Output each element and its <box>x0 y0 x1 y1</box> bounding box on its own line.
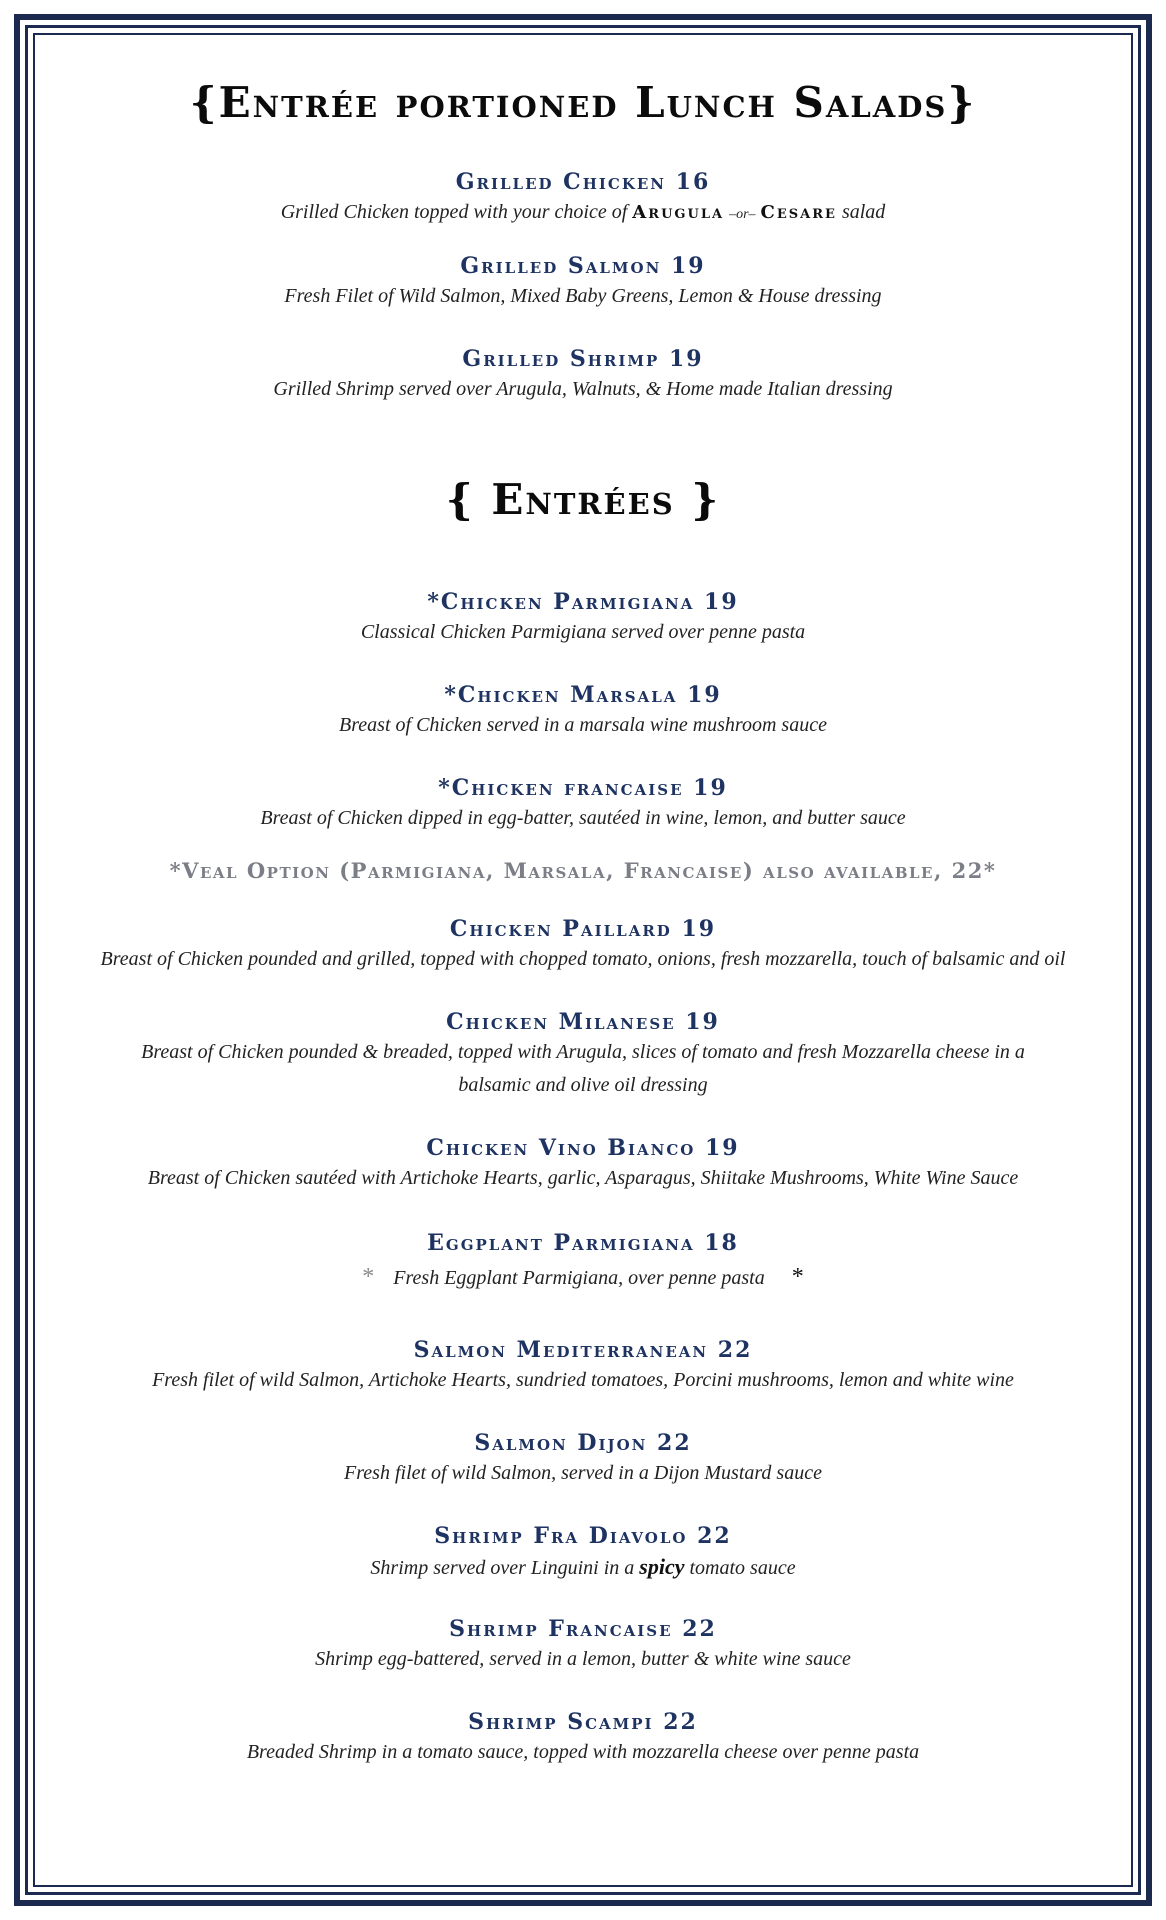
menu-item <box>44 1336 1122 1397</box>
menu-item <box>44 345 1122 406</box>
item-name: Shrimp Scampi 22 <box>468 1709 698 1735</box>
item-name: Grilled Chicken 16 <box>455 169 711 195</box>
entrees-section-title: { Entrées } <box>445 475 721 524</box>
menu-item <box>44 915 1122 976</box>
item-name: *Chicken Marsala 19 <box>444 682 722 708</box>
item-description: Grilled Shrimp served over Arugula, Walnuts, & Home made Italian dressing <box>273 378 893 400</box>
menu-item <box>44 1708 1122 1769</box>
item-description: Fresh Filet of Wild Salmon, Mixed Baby Greens, Lemon & House dressing <box>284 285 882 307</box>
description-text: tomato sauce <box>689 1557 796 1579</box>
item-name: Salmon Dijon 22 <box>474 1430 692 1456</box>
item-description: Breast of Chicken pounded & breaded, topped with Arugula, slices of tomato and fresh Mozzarella cheese in a balsamic and olive oil dressing <box>141 1041 1025 1096</box>
item-name: Eggplant Parmigiana 18 <box>427 1230 739 1256</box>
item-name: Salmon Mediterranean 22 <box>413 1337 753 1363</box>
item-name: *Chicken francaise 19 <box>438 775 728 801</box>
item-description: Breaded Shrimp in a tomato sauce, topped with mozzarella cheese over penne pasta <box>246 1741 920 1763</box>
menu-item <box>44 168 1122 231</box>
menu-item <box>44 588 1122 649</box>
spicy-emphasis: spicy <box>639 1554 685 1579</box>
item-name: Shrimp Francaise 22 <box>449 1616 717 1642</box>
item-description <box>50 1261 1116 1295</box>
item-description <box>50 1550 1116 1585</box>
item-name: *Chicken Parmigiana 19 <box>427 589 739 615</box>
item-name: Chicken Paillard 19 <box>449 916 717 942</box>
menu-item <box>44 1229 1122 1295</box>
or-separator: –or– <box>729 207 756 222</box>
description-text: Grilled Chicken topped with your choice of <box>280 201 628 223</box>
menu-item <box>44 1134 1122 1195</box>
salad-option-arugula: Arugula <box>632 202 725 223</box>
salad-option-cesare: Cesare <box>760 202 837 223</box>
menu-item <box>44 774 1122 835</box>
asterisk-left: * <box>362 1264 375 1290</box>
item-description: Fresh filet of wild Salmon, Artichoke Hearts, sundried tomatoes, Porcini mushrooms, lemon and white wine <box>152 1369 1014 1391</box>
item-description: Breast of Chicken dipped in egg-batter, sautéed in wine, lemon, and butter sauce <box>260 807 906 829</box>
asterisk-right: * <box>791 1264 804 1290</box>
item-name: Grilled Shrimp 19 <box>462 346 704 372</box>
item-description: Shrimp egg-battered, served in a lemon, butter & white wine sauce <box>315 1648 851 1670</box>
menu-page <box>44 0 1122 1920</box>
item-name: Grilled Salmon 19 <box>460 253 706 279</box>
item-name: Chicken Vino Bianco 19 <box>426 1135 740 1161</box>
menu-item <box>44 681 1122 742</box>
menu-item <box>44 1429 1122 1490</box>
item-description: Breast of Chicken sautéed with Artichoke Hearts, garlic, Asparagus, Shiitake Mushrooms, White Wine Sauce <box>147 1167 1019 1189</box>
menu-item <box>44 1615 1122 1676</box>
salads-section-title: {Entrée portioned Lunch Salads} <box>189 78 977 127</box>
item-name: Shrimp Fra Diavolo 22 <box>434 1523 732 1549</box>
description-text: Fresh Eggplant Parmigiana, over penne pasta <box>393 1267 765 1289</box>
menu-item <box>44 252 1122 313</box>
description-text: Shrimp served over Linguini in a <box>370 1557 635 1579</box>
item-description: Fresh filet of wild Salmon, served in a Dijon Mustard sauce <box>344 1462 822 1484</box>
item-description: Classical Chicken Parmigiana served over penne pasta <box>360 621 806 643</box>
item-description <box>50 196 1116 231</box>
veal-option-note: *Veal Option (Parmigiana, Marsala, Francaise) also available, 22* <box>169 858 997 883</box>
menu-item <box>44 1522 1122 1585</box>
item-description: Breast of Chicken pounded and grilled, topped with chopped tomato, onions, fresh mozzarella, touch of balsamic and oil <box>100 948 1066 970</box>
item-name: Chicken Milanese 19 <box>446 1009 720 1035</box>
item-description: Breast of Chicken served in a marsala wine mushroom sauce <box>339 714 827 736</box>
description-text: salad <box>841 201 886 223</box>
menu-item <box>44 1008 1122 1102</box>
